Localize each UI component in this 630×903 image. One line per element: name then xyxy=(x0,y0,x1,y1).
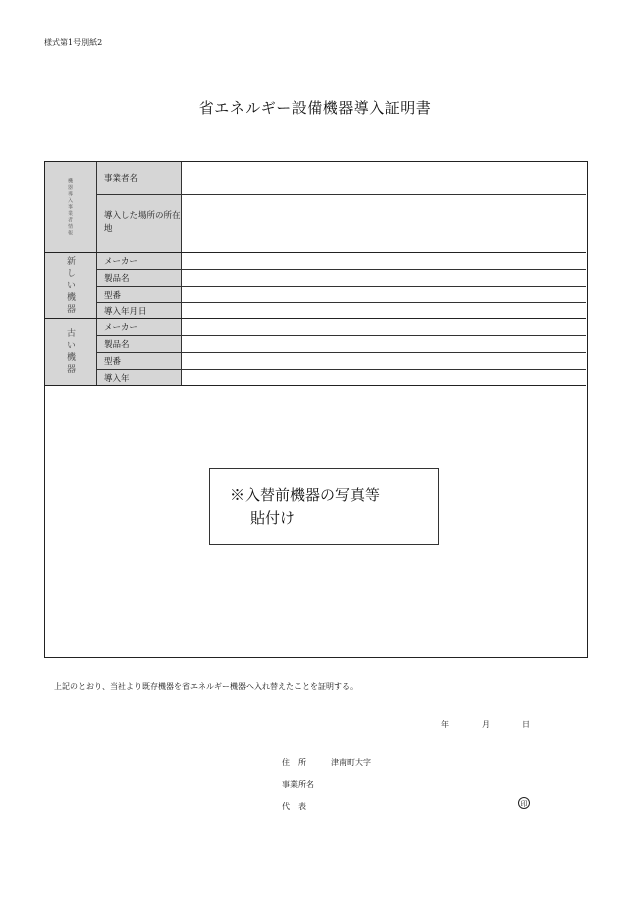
date-day-label: 日 xyxy=(522,720,530,729)
old-product-field[interactable] xyxy=(182,336,586,352)
new-device-side-label xyxy=(45,253,97,318)
old-maker-label: メーカー xyxy=(97,319,182,335)
office-name-label: 事業所名 xyxy=(282,780,314,789)
business-info-side-label xyxy=(45,162,97,252)
date-year-label: 年 xyxy=(441,720,449,729)
representative-label: 代 表 xyxy=(282,802,306,811)
old-year-field[interactable] xyxy=(182,370,586,385)
certification-statement: 上記のとおり、当社より既存機器を省エネルギー機器へ入れ替えたことを証明する。 xyxy=(54,682,358,691)
old-device-side-text: 古い機器 xyxy=(65,328,75,376)
location-label: 導入した場所の所在地 xyxy=(97,194,182,252)
info-grid xyxy=(45,162,586,386)
old-maker-field[interactable] xyxy=(182,319,586,335)
new-maker-field[interactable] xyxy=(182,253,586,269)
business-name-field[interactable] xyxy=(182,162,586,194)
form-number: 様式第1号別紙2 xyxy=(44,38,103,47)
business-name-label: 事業者名 xyxy=(97,162,182,194)
photo-instruction-line1: ※入替前機器の写真等 xyxy=(230,486,381,504)
new-product-field[interactable] xyxy=(182,270,586,286)
address-label: 住 所 xyxy=(282,758,306,767)
old-model-field[interactable] xyxy=(182,353,586,369)
date-month-label: 月 xyxy=(482,720,490,729)
new-device-side-text: 新しい機器 xyxy=(65,255,75,316)
old-year-label: 導入年 xyxy=(97,370,182,385)
photo-attachment-box[interactable] xyxy=(209,468,439,545)
location-field[interactable] xyxy=(182,194,586,252)
seal-stamp-icon: 印 xyxy=(518,797,530,809)
divider xyxy=(97,194,586,195)
new-product-label: 製品名 xyxy=(97,270,182,286)
address-value[interactable]: 津南町大字 xyxy=(331,758,371,767)
photo-instruction-line2: 貼付け xyxy=(250,509,296,527)
document-title: 省エネルギー設備機器導入証明書 xyxy=(198,99,432,117)
old-model-label: 型番 xyxy=(97,353,182,369)
old-device-side-label xyxy=(45,319,97,385)
new-model-field[interactable] xyxy=(182,287,586,302)
new-date-field[interactable] xyxy=(182,303,586,318)
new-date-label: 導入年月日 xyxy=(97,303,182,318)
new-model-label: 型番 xyxy=(97,287,182,302)
form-frame xyxy=(44,161,588,658)
business-info-side-text: 機器導入事業者情報 xyxy=(67,177,73,237)
new-maker-label: メーカー xyxy=(97,253,182,269)
old-product-label: 製品名 xyxy=(97,336,182,352)
